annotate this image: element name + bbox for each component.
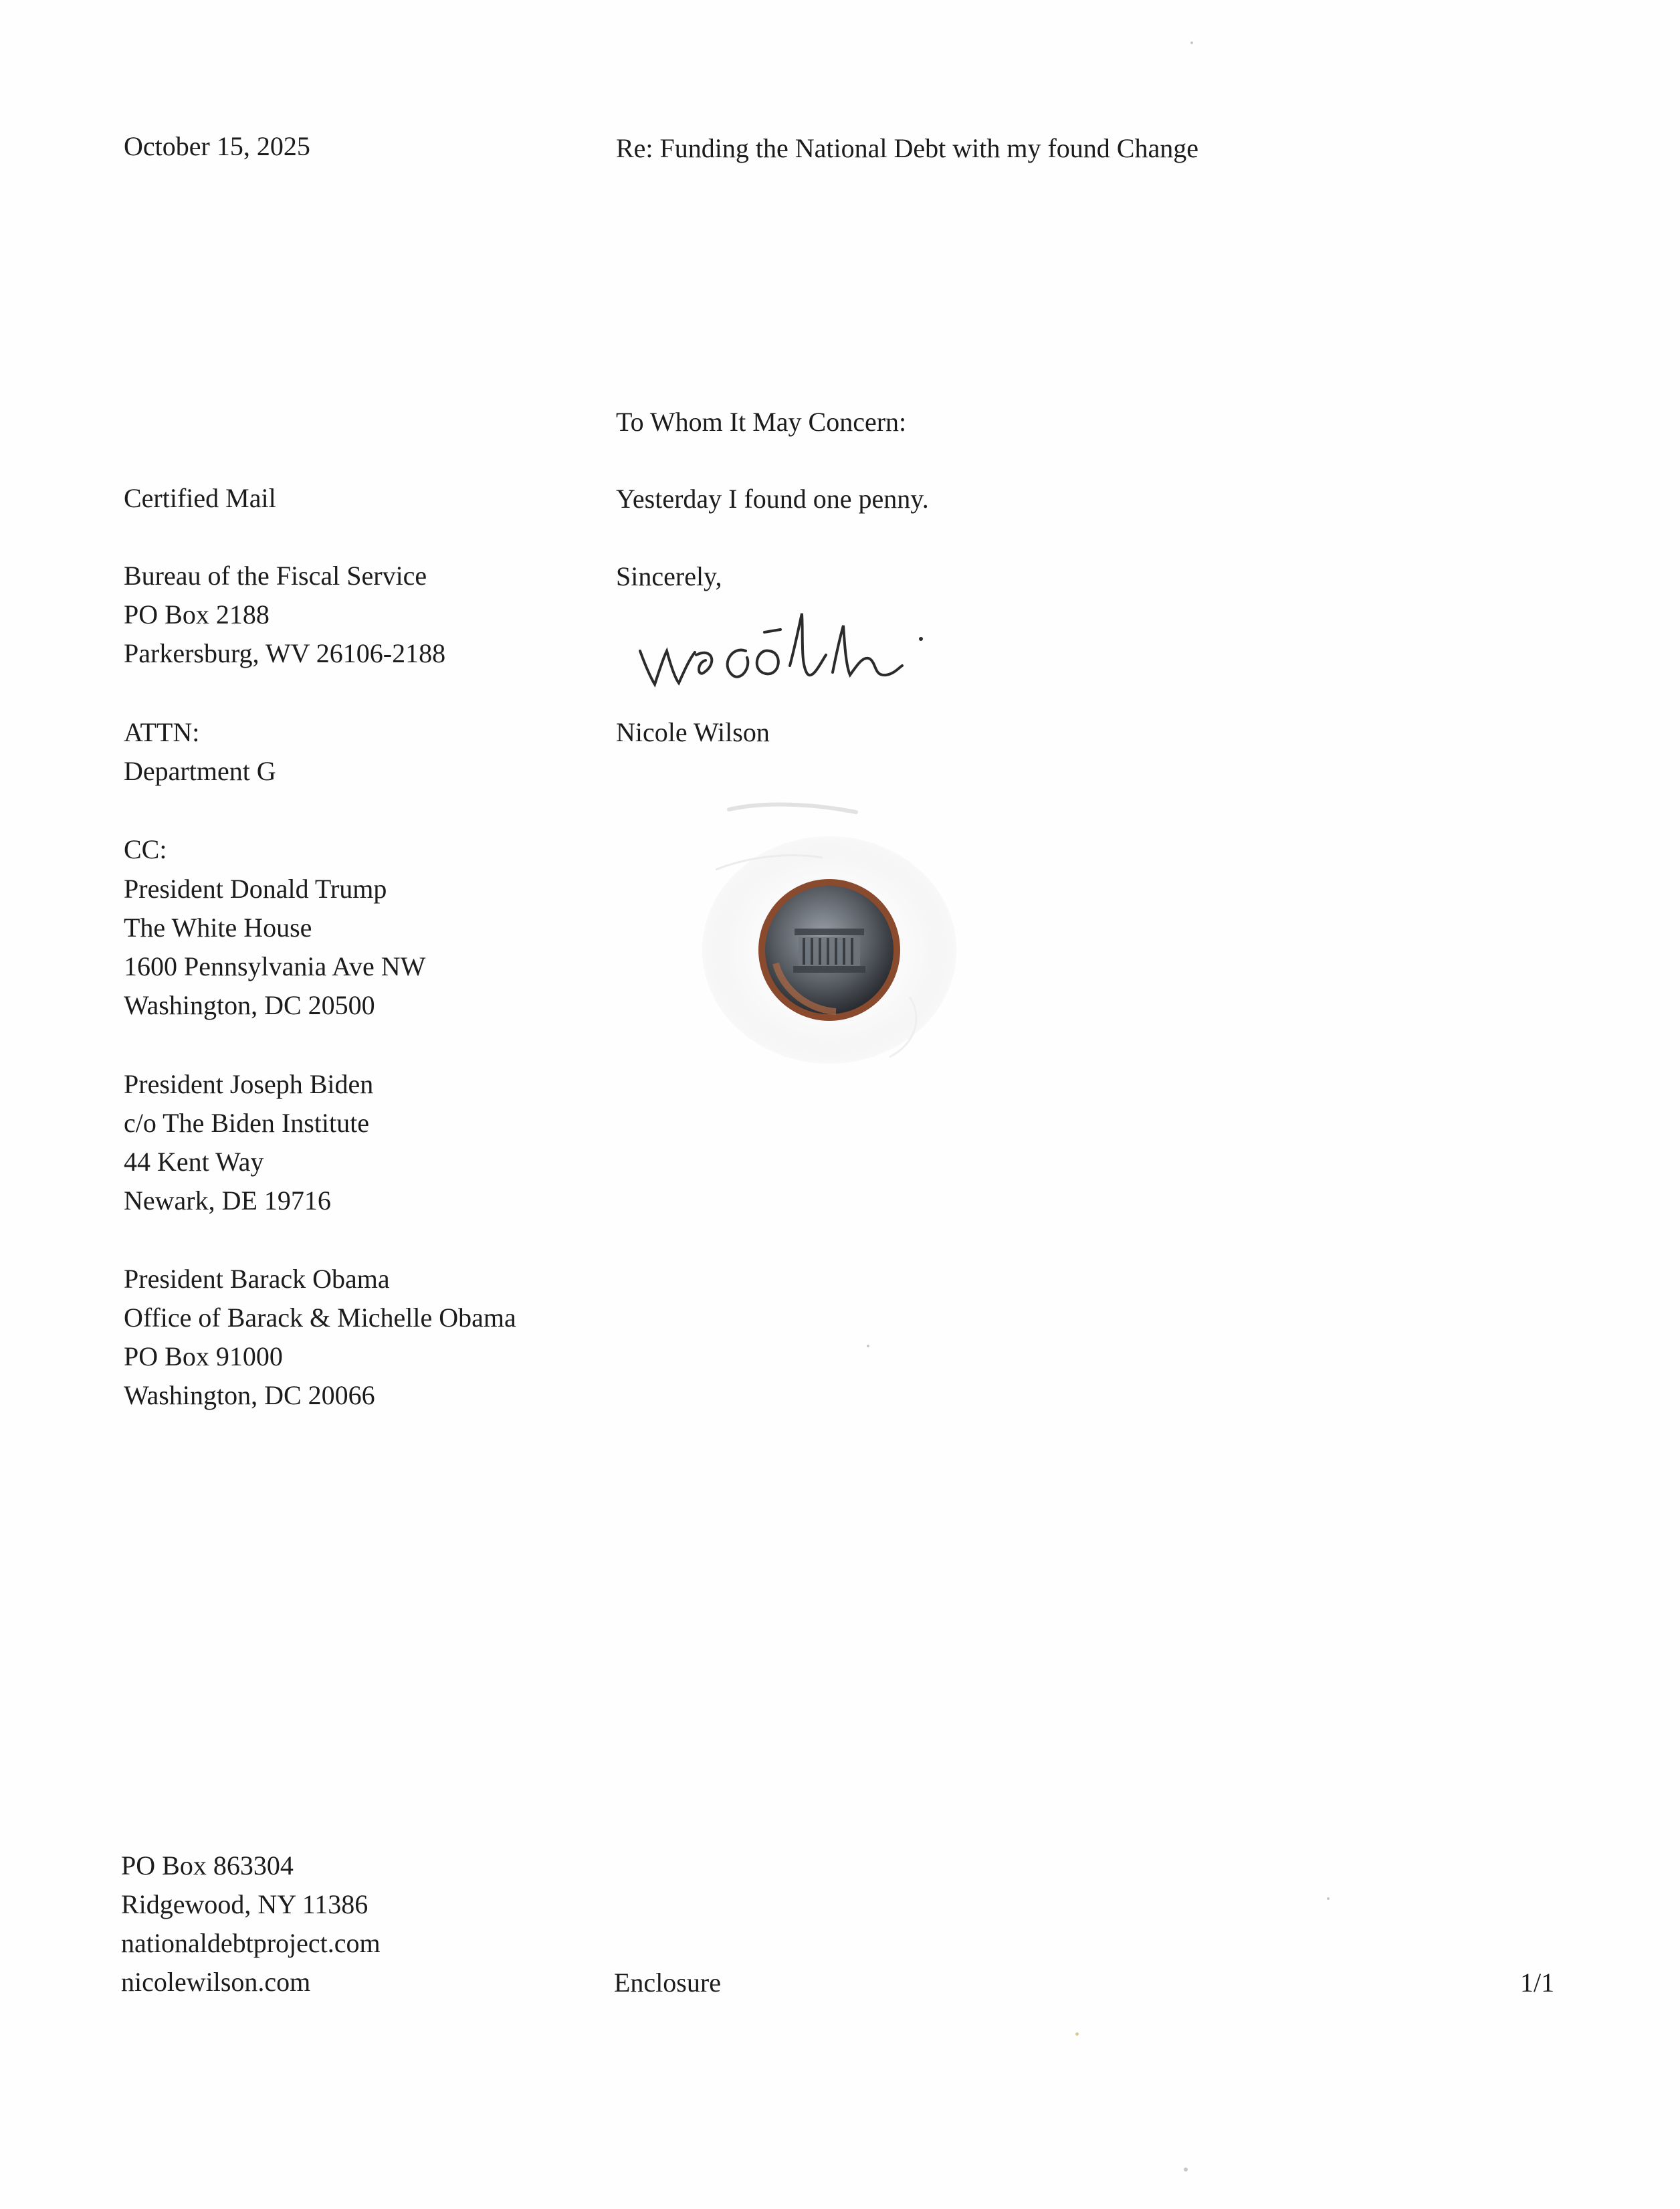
address-line: Washington, DC 20066: [124, 1380, 375, 1410]
address-line: President Barack Obama: [124, 1264, 390, 1294]
scan-speck: [1190, 41, 1193, 44]
return-address-line: PO Box 863304: [121, 1850, 294, 1881]
attn-label: ATTN:: [124, 717, 200, 747]
scan-speck: [867, 1345, 869, 1347]
page-number: 1/1: [1520, 1967, 1555, 1998]
return-address: [121, 1846, 381, 2002]
address-line: President Donald Trump: [124, 874, 387, 904]
address-line: The White House: [124, 913, 312, 943]
attn-department: Department G: [124, 756, 276, 786]
address-line: Washington, DC 20500: [124, 990, 375, 1020]
handwritten-signature: [632, 599, 946, 706]
mail-method: Certified Mail: [124, 483, 276, 513]
return-address-line: Ridgewood, NY 11386: [121, 1889, 369, 1919]
address-line: PO Box 91000: [124, 1341, 283, 1371]
scan-speck: [1327, 1897, 1330, 1900]
letter-body: Yesterday I found one penny.: [616, 484, 929, 514]
closing: Sincerely,: [616, 561, 722, 591]
address-line: Newark, DE 19716: [124, 1185, 331, 1216]
cc-trump-address: [124, 870, 425, 1025]
penny-coin-icon: [758, 879, 900, 1021]
address-line: 44 Kent Way: [124, 1147, 264, 1177]
scan-speck: [1184, 2168, 1188, 2172]
address-line: PO Box 2188: [124, 599, 270, 630]
address-line: Office of Barack & Michelle Obama: [124, 1303, 516, 1333]
enclosure-label: Enclosure: [614, 1967, 721, 1998]
address-line: Bureau of the Fiscal Service: [124, 561, 427, 591]
address-line: President Joseph Biden: [124, 1069, 374, 1099]
address-line: 1600 Pennsylvania Ave NW: [124, 951, 426, 981]
attention-block: [124, 713, 276, 791]
salutation: To Whom It May Concern:: [616, 407, 907, 437]
signer-name: Nicole Wilson: [616, 717, 770, 747]
letter-subject: Re: Funding the National Debt with my found Change: [616, 133, 1198, 163]
taped-penny: [689, 796, 970, 1077]
address-line: Parkersburg, WV 26106-2188: [124, 638, 446, 668]
website-line: nicolewilson.com: [121, 1967, 311, 1997]
recipient-address: [124, 557, 445, 673]
address-line: c/o The Biden Institute: [124, 1108, 369, 1138]
scan-speck: [1075, 2032, 1079, 2036]
cc-label: CC:: [124, 834, 167, 864]
cc-obama-address: [124, 1260, 516, 1415]
website-line: nationaldebtproject.com: [121, 1928, 381, 1958]
letter-date: October 15, 2025: [124, 131, 310, 161]
cc-biden-address: [124, 1065, 373, 1220]
